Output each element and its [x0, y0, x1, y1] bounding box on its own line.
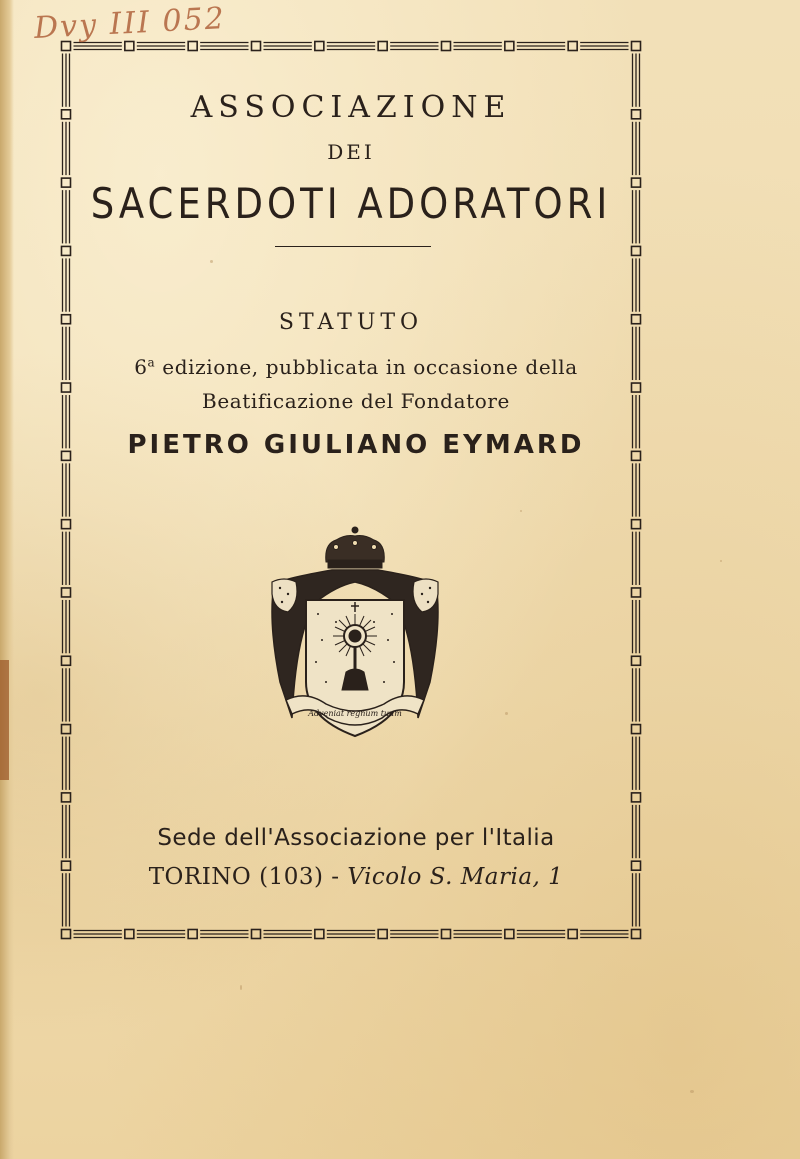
- frame-square: [252, 930, 261, 939]
- frame-square: [632, 315, 641, 324]
- frame-square: [632, 42, 641, 51]
- edition-number: 6: [134, 355, 148, 379]
- frame-square: [62, 725, 71, 734]
- frame-square: [442, 930, 451, 939]
- frame-square: [62, 383, 71, 392]
- frame-square: [632, 725, 641, 734]
- title-line-dei: DEI: [327, 140, 375, 164]
- frame-square: [632, 451, 641, 460]
- frame-square: [62, 246, 71, 255]
- frame-square: [62, 656, 71, 665]
- frame-square: [632, 656, 641, 665]
- frame-square: [378, 930, 387, 939]
- address-line: [96, 864, 616, 890]
- frame-square: [252, 42, 261, 51]
- frame-square: [188, 42, 197, 51]
- address-separator: -: [331, 864, 340, 890]
- frame-square: [62, 451, 71, 460]
- founder-name: PIETRO GIULIANO EYMARD: [127, 430, 585, 460]
- frame-square: [62, 110, 71, 119]
- frame-square: [568, 42, 577, 51]
- handwritten-catalog-note: Dvy III 052: [33, 1, 227, 46]
- emblem-motto: Adveniat regnum tuum: [308, 709, 402, 718]
- frame-square: [62, 315, 71, 324]
- frame-square: [505, 42, 514, 51]
- frame-square: [62, 861, 71, 870]
- beatification-line: Beatificazione del Fondatore: [202, 389, 510, 413]
- frame-square: [62, 520, 71, 529]
- headquarters-line: Sede dell'Associazione per l'Italia: [157, 825, 555, 851]
- edition-suffix: a: [147, 355, 156, 370]
- frame-square: [315, 930, 324, 939]
- frame-square: [62, 930, 71, 939]
- frame-square: [632, 383, 641, 392]
- edition-line: [96, 355, 616, 379]
- frame-square: [188, 930, 197, 939]
- frame-square: [505, 930, 514, 939]
- frame-square: [632, 110, 641, 119]
- frame-square: [632, 178, 641, 187]
- frame-square: [632, 861, 641, 870]
- title-divider: [275, 246, 431, 247]
- crowned-monstrance-coat-of-arms-icon: [266, 522, 444, 752]
- frame-square: [62, 793, 71, 802]
- frame-square: [632, 520, 641, 529]
- frame-square: [62, 588, 71, 597]
- postal-code: (103): [259, 864, 324, 890]
- title-line-sacerdoti-adoratori: SACERDOTI ADORATORI: [90, 180, 612, 229]
- frame-square: [315, 42, 324, 51]
- frame-square: [442, 42, 451, 51]
- frame-square: [568, 930, 577, 939]
- city: TORINO: [148, 864, 252, 890]
- edition-text: edizione, pubblicata in occasione della: [155, 355, 578, 379]
- frame-square: [632, 588, 641, 597]
- title-line-associazione: ASSOCIAZIONE: [190, 90, 512, 125]
- frame-square: [125, 42, 134, 51]
- street-address: Vicolo S. Maria, 1: [347, 864, 564, 890]
- document-type-heading: STATUTO: [278, 310, 424, 335]
- frame-square: [378, 42, 387, 51]
- frame-square: [62, 178, 71, 187]
- frame-square: [632, 930, 641, 939]
- frame-square: [125, 930, 134, 939]
- frame-square: [632, 246, 641, 255]
- frame-square: [632, 793, 641, 802]
